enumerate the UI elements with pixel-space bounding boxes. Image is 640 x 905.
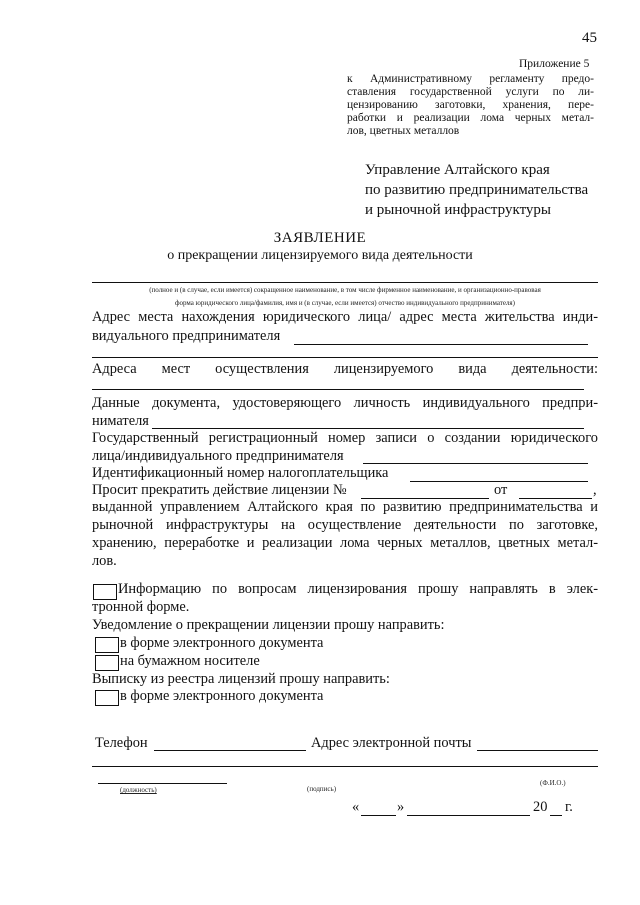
activity-word: мест (161, 361, 191, 377)
email-label: Адрес электронной почты (311, 735, 472, 751)
date-year-suffix: г. (565, 799, 573, 815)
issued-line: хранению, переработке и реализации лома черных металлов, цветных метал- (92, 535, 598, 551)
date-day-field[interactable] (361, 815, 396, 816)
issued-line: лов. (92, 553, 117, 569)
fio-caption: (Ф.И.О.) (540, 779, 566, 787)
id-document-field[interactable] (152, 428, 584, 429)
issued-line: рыночной инфраструктуры на осуществление деятельности по заготовке, (92, 517, 598, 533)
document-title: ЗАЯВЛЕНИЕ (273, 230, 367, 246)
id-document-label: Данные документа, удостоверяющего личность индивидуального предпри- (92, 395, 598, 411)
notification-paper-label: на бумажном носителе (120, 653, 260, 669)
activity-address-label (92, 361, 598, 378)
id-document-label-cont: нимателя (92, 413, 149, 429)
date-year-field[interactable] (550, 815, 562, 816)
appendix-line: ставления государственной услуги по ли- (347, 86, 594, 98)
activity-address-field[interactable] (92, 389, 584, 390)
caption-line: форма юридического лица/фамилия, имя и (в случае, если имеется) отчество индивидуального предпринимателя) (175, 299, 515, 307)
registry-electronic-checkbox[interactable] (95, 690, 119, 706)
reg-number-field[interactable] (363, 463, 588, 464)
electronic-info-label-cont: тронной форме. (92, 599, 190, 615)
activity-word: деятельности: (511, 361, 598, 377)
signature-caption: (подпись) (307, 785, 337, 793)
registry-heading: Выписку из реестра лицензий прошу направить: (92, 671, 390, 687)
position-field[interactable] (98, 783, 227, 784)
address-label-cont: видуального предпринимателя (92, 328, 281, 344)
notification-paper-checkbox[interactable] (95, 655, 119, 671)
phone-label: Телефон (95, 735, 148, 751)
position-caption: (должность) (120, 786, 157, 794)
notification-electronic-checkbox[interactable] (95, 637, 119, 653)
addressee-line: по развитию предпринимательства (365, 182, 589, 198)
appendix-line: цензированию заготовки, хранения, пере- (347, 99, 594, 111)
page-number: 45 (582, 30, 597, 46)
reg-number-label: Государственный регистрационный номер записи о создании юридического (92, 430, 598, 446)
email-field[interactable] (477, 750, 598, 751)
extra-contact-line[interactable] (92, 766, 598, 767)
appendix-title: Приложение 5 (519, 58, 590, 70)
date-close-quote: » (397, 799, 405, 815)
activity-word: вида (458, 361, 487, 377)
registry-electronic-label: в форме электронного документа (120, 688, 324, 704)
appendix-line: лов, цветных металлов (347, 125, 460, 137)
activity-word: Адреса (92, 361, 137, 377)
activity-word: осуществления (215, 361, 309, 377)
caption-line: (полное и (в случае, если имеется) сокращенное наименование, в том числе фирменное наименование, и организационно-правовая (149, 286, 541, 294)
date-month-field[interactable] (407, 815, 530, 816)
reg-number-label-cont: лица/индивидуального предпринимателя (92, 448, 344, 464)
notification-heading: Уведомление о прекращении лицензии прошу направить: (92, 617, 445, 633)
document-subtitle: о прекращении лицензируемого вида деятельности (167, 248, 473, 263)
inn-label: Идентификационный номер налогоплательщика (92, 465, 389, 481)
addressee-line: и рыночной инфраструктуры (365, 202, 551, 218)
electronic-info-label: Информацию по вопросам лицензирования прошу направлять в элек- (118, 581, 598, 597)
address-field-line2[interactable] (92, 357, 598, 358)
notification-electronic-label: в форме электронного документа (120, 635, 324, 651)
request-from-label: от (494, 482, 508, 498)
phone-field[interactable] (154, 750, 306, 751)
date-open-quote: « (352, 799, 360, 815)
applicant-name-line[interactable] (92, 282, 598, 283)
addressee-line: Управление Алтайского края (365, 162, 550, 178)
applicant-name-caption (92, 284, 598, 310)
activity-word: лицензируемого (333, 361, 434, 377)
address-label: Адрес места нахождения юридического лица/ адрес места жительства инди- (92, 309, 598, 325)
address-field[interactable] (294, 344, 588, 345)
appendix-line: к Административному регламенту предо- (347, 73, 594, 85)
date-year-prefix: 20 (533, 799, 548, 815)
request-label: Просит прекратить действие лицензии № (92, 482, 347, 498)
request-comma: , (593, 482, 597, 498)
appendix-line: работки и реализации лома черных метал- (347, 112, 594, 124)
electronic-info-checkbox[interactable] (93, 584, 117, 600)
issued-line: выданной управлением Алтайского края по развитию предпринимательства и (92, 499, 598, 515)
